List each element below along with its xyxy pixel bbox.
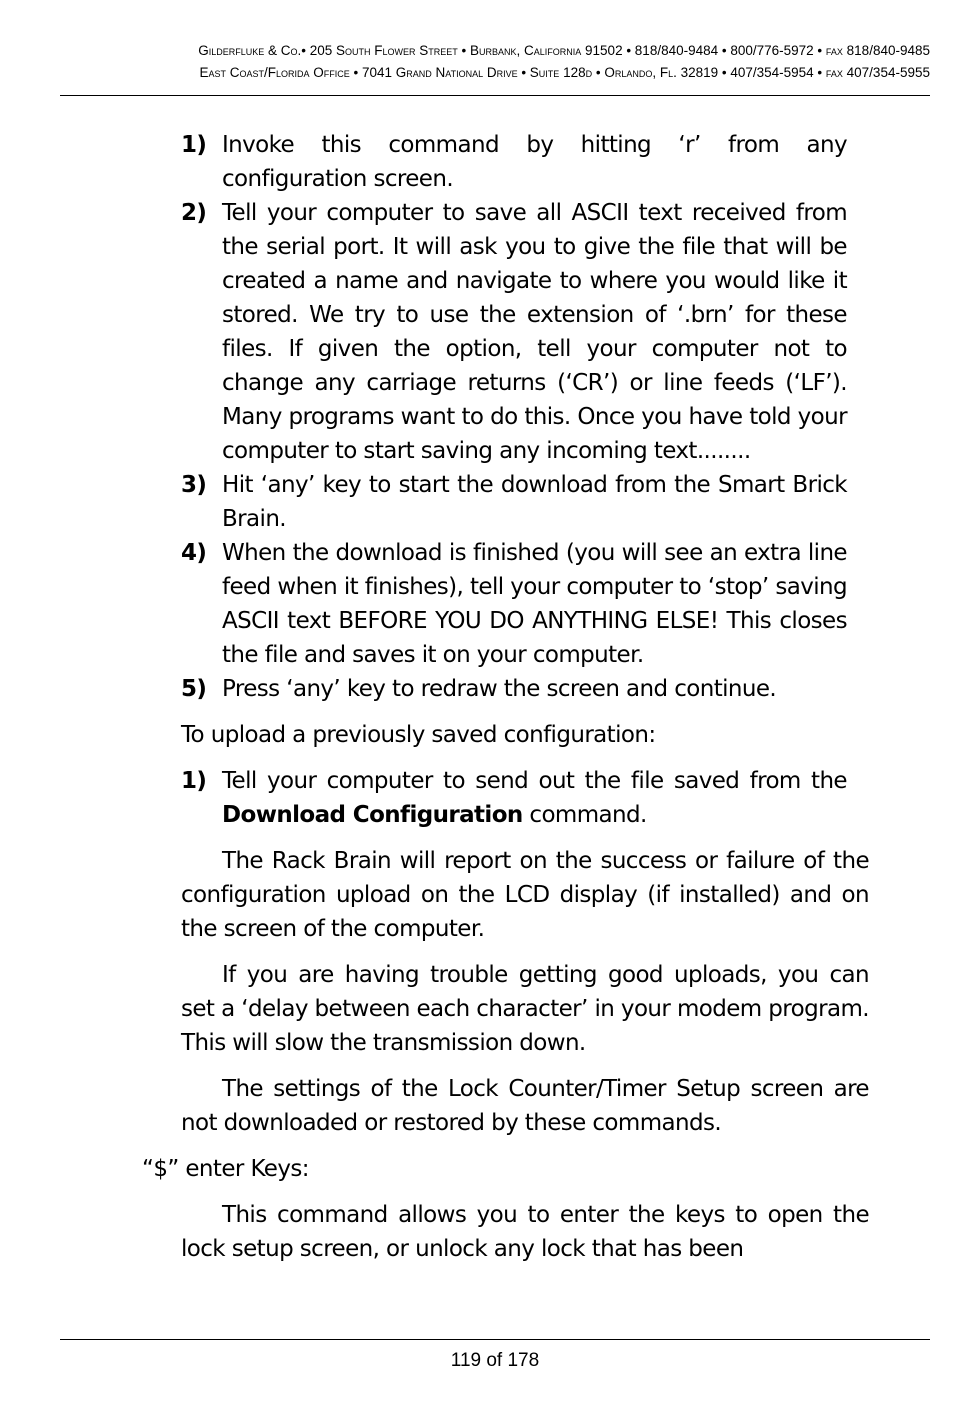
step-text: Press ‘any’ key to redraw the screen and continue.	[222, 676, 777, 702]
page-body	[142, 128, 869, 1266]
step-text-before: Tell your computer to send out the file saved from the	[222, 768, 847, 794]
body-paragraph: The Rack Brain will report on the success or failure of the configuration upload on the LCD display (if installed) and on the screen of the computer.	[181, 848, 869, 942]
step-text: Hit ‘any’ key to start the download from the Smart Brick Brain.	[222, 472, 847, 532]
step-text: Tell your computer to save all ASCII text received from the serial port. It will ask you to give the file that will be created a name and navigate to where you would like it stored. We try to use the extension of ‘.brn’ for these files. If given the option, tell your computer not to change any carriage returns (‘CR’) or line feeds (‘LF’). Many programs want to do this. Once you have told your computer to start saving any incoming text........	[222, 200, 847, 464]
download-steps-list	[181, 128, 869, 706]
page-number: 119 of 178	[450, 1350, 540, 1371]
header-rule	[60, 95, 930, 96]
list-item	[181, 128, 869, 196]
list-item	[181, 536, 869, 672]
header-line-2: East Coast/Florida Office • 7041 Grand National Drive • Suite 128d • Orlando, Fl. 32819 • 407/354-5954 • fax 407/354-5955	[199, 65, 930, 80]
section-heading: “$” enter Keys:	[142, 1156, 309, 1182]
body-paragraph: The settings of the Lock Counter/Timer Setup screen are not downloaded or restored by these commands.	[181, 1076, 869, 1136]
step-text	[222, 764, 847, 832]
body-paragraph: If you are having trouble getting good uploads, you can set a ‘delay between each character’ in your modem program. This will slow the transmission down.	[181, 962, 869, 1056]
upload-intro: To upload a previously saved configuration:	[181, 722, 656, 748]
step-number: 5)	[181, 676, 207, 702]
step-number: 2)	[181, 200, 207, 226]
step-number: 1)	[181, 132, 207, 158]
command-name: Download Configuration	[222, 802, 523, 828]
step-number: 3)	[181, 472, 207, 498]
step-text-after: command.	[522, 802, 647, 828]
step-number: 1)	[181, 768, 207, 794]
list-item	[181, 196, 869, 468]
footer-rule	[60, 1339, 930, 1340]
header-line-1: Gilderfluke & Co.• 205 South Flower Street • Burbank, California 91502 • 818/840-9484 • 800/776-5972 • fax 818/840-9485	[198, 43, 930, 58]
step-number: 4)	[181, 540, 207, 566]
upload-step	[181, 764, 869, 832]
step-text: When the download is finished (you will see an extra line feed when it finishes), tell your computer to ‘stop’ saving ASCII text BEFORE YOU DO ANYTHING ELSE! This closes the file and saves it on your computer.	[222, 540, 847, 668]
page-header	[60, 40, 930, 84]
list-item	[181, 468, 869, 536]
body-paragraph: This command allows you to enter the keys to open the lock setup screen, or unlock any lock that has been	[181, 1202, 869, 1262]
list-item	[181, 672, 869, 706]
step-text: Invoke this command by hitting ‘r’ from any configuration screen.	[222, 132, 847, 192]
